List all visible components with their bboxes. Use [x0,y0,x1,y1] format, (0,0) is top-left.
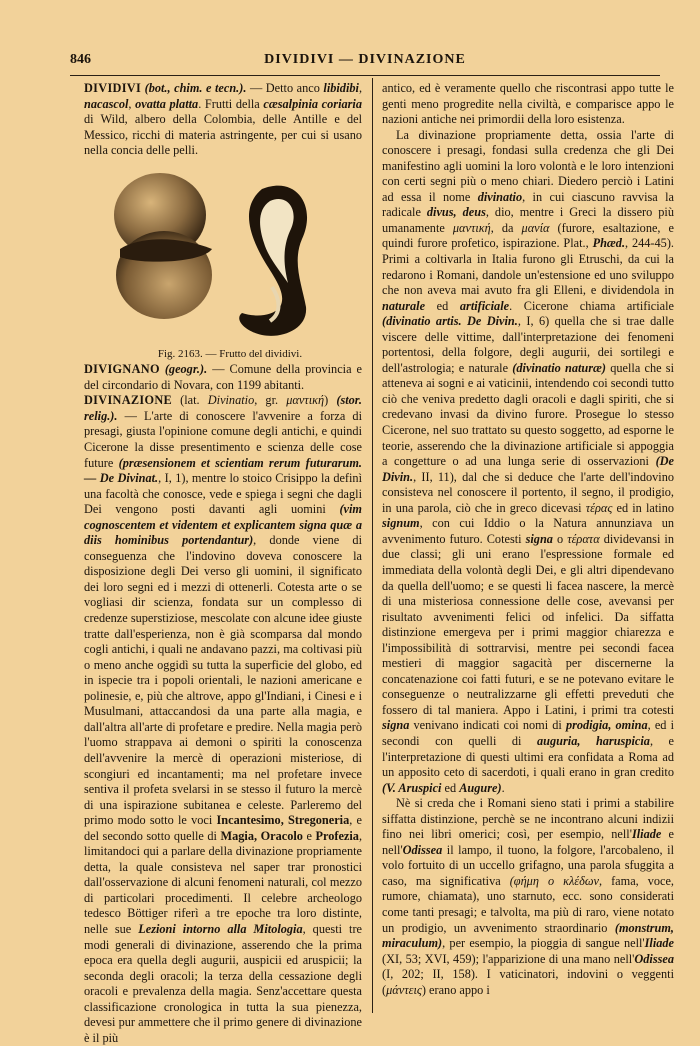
entry-term: DIVIDIVI [84,81,142,95]
paragraph-continuation: antico, ed è veramente quello che riscontrasi appo tutte le genti meno progredite nella civiltà, e comparisce appo le nazioni antiche nei primordii della loro esistenza. [382,81,674,127]
running-title: DIVIDIVI — DIVINAZIONE [264,52,466,67]
paragraph-divinazione-propria: La divinazione propriamente detta, ossia l'arte di conoscere i presagi, fondasi sulla credenza che gli Dei manifestino agli uomini la loro volontà e le loro intenzioni con certi segni più o meno chiari. Diedero perciò i Latini ad essa il nome divinatio, in cui ciascuno ravvisa la radicale divus, deus, dio, mentre i Greci la dissero più umanamente μαντική, da μανία (furore, esaltazione, e quindi furore profetico, ispirazione. Plat., Phæd., 244-45). Primi a coltivarla in Italia furono gli Etruschi, da cui la redarono i Romani, dandole un'estensione ed uno sviluppo che non aveva mai avuto fra gli Elleni, e dividendola in naturale ed artificiale. Cicerone chiama artificiale (divinatio artis. De Divin., I, 6) quella che si trae dalle viscere delle vittime, dall'interpretazione dei fenomeni portentosi, della folgore, degli augurii, dei sortilegi e dell'astrologia; e naturale (divinatio naturæ) quella che si atteneva ai sogni e ai vaticinii, intendendo coi secondi tutto ciò che veniva predetto dagli oracoli e dagli spiriti, che si credevano invasi da divino furore. Prosegue lo stesso Cicerone, nel suo trattato su questo soggetto, ad esporne le teorie, asserendo che la divinazione artificiale si appoggia a congetture o ad una lunga serie di osservazioni (De Divin., II, 11), dal che si deduce che l'arte dell'indovino consisteva nel conoscere il portento, il segno, il prodigio, in una parola, ciò che in greco dicevasi τέρας ed in latino signum, con cui Iddio o la Natura annunziava un avvenimento futuro. Cotesti signa o τέρατα dividevansi in due classi; gli uni erano l'espressione formale ed immediata della volontà degli Dei, e gli altri dipendevano da quella dell'uomo; e se questi li facea nascere, la mercè di una misteriosa connessione delle cose, avevansi per risultato avvenimenti felici od infelici. Da siffatta distinzione emergeva per i primi maggior chiarezza e l'impossibilità di sottrarvisi, mentre pei secondi facea mestieri di maggior sagacità per discernerne la concatenazione coi fatti futuri, e se ne potevano evitare le conseguenze o neutralizzarne gli effetti preveduti che fossero di tal maniera. Appo i Latini, i primi tra cotesti signa venivano indicati coi nomi di prodigia, omina, ed i secondi con quelli di auguria, haruspicia, e l'interpretazione di questi ultimi era confidata a Roma ad un apposito ceto di sacerdoti, i quali erano in gran credito (V. Aruspici ed Augure). [382,127,674,795]
header-rule [70,75,660,76]
left-column [84,81,363,1045]
running-head [70,52,660,70]
entry-dividivi: DIVIDIVI (bot., chim. e tecn.). — Detto anco libidibi, nacascol, ovatta platta. Frutti della cæsalpinia coriaria di Wild, albero della Colombia, delle Antille e del Messico, ricchi di materia astringente, per cui si usano nella concia delle pelli. [84,81,363,158]
fruit-left [114,173,212,319]
right-column [382,81,674,1016]
fruit-illustration [84,167,362,347]
paragraph-omeric-signs: Nè si creda che i Romani sieno stati i primi a stabilire siffatta distinzione, perchè se ne incontrano alcuni indizii fino nei libri omerici; così, per esempio, nell'Iliade e nell'Odissea il lampo, il tuono, la folgore, l'arcobaleno, il volo fortuito di un uccello grifagno, una parola sfuggita a caso, ma significativa (φήμη o κλέδων, fama, voce, rumore, chiamata), uno starnuto, ecc. sono considerati come tanti presagi; e talvolta, ma più di raro, viene notato un prodigio, un avvenimento straordinario (monstrum, miraculum), per esempio, la pioggia di sangue nell'Iliade (XI, 53; XVI, 459); l'apparizione di una mano nell'Odissea (I, 202; II, 158). I vaticinatori, indovini o veggenti (μάντεις) erano appo i [382,796,674,997]
dividivi-fruit-drawing [112,167,332,347]
entry-divinazione: DIVINAZIONE (lat. Divinatio, gr. μαντική) (stor. relig.). — L'arte di conoscere l'avvenire a forza di presagi, giusta l'opinione comune degli antichi, e quindi Cicerone la disse presentimento e scienza delle cose future (præsensionem et scientiam rerum futurarum. — De Divinat., I, 1), mentre lo stoico Crisippo la definì una facoltà che conosce, vede e spiega i segni che dagli Dei vengono posti davanti agli uomini (vim cognoscentem et videntem et explicantem signa quæ a diis hominibus portendantur), donde viene di conseguenza che l'indovino doveva conoscere la disposizione degli Dei verso gli uomini, il significato dei loro segni ed i mezzi di ottenerli. Cotesta arte o se vogliasi dir scienza, fondata sur un complesso di credenze superstiziose, mescolate con alcune idee giuste tratte dall'esperienza, non è già scomparsa dal mondo cogli antichi, i quali ne andavano pazzi, ma coltivasi più o meno anche oggidì su tutta la superficie del globo, ed in ispecie tra i popoli orientali, le nazioni americane e polinesie, e, più che altrove, appo gl'Indiani, i Cinesi e i Musulmani, attaccandosi da una parte alla magia, e dall'altra all'arte di profetare e predire. Nella magia però l'uomo strappava ai demoni o spiriti la conoscenza dell'avvenire la mercè di operazioni misteriose, di scongiuri ed incantamenti; ma nel profetare invece sentiva il profeta svelarsi in se stesso il futuro la mercè di una ispirazione subitanea e celeste. Parleremo del primo modo sotto le voci Incantesimo, Stregoneria, e del secondo sotto quelle di Magia, Oracolo e Profezia, limitandoci qui a parlare della divinazione propriamente detta, la quale consisteva nel saper trar pronostici dall'osservazione di alcuni fenomeni naturali, col mezzo di particolari procedimenti. Il celebre archeologo tedesco Böttiger riferì a tre epoche tra loro distinte, nelle sue Lezioni intorno alla Mitologia, questi tre modi generali di divinazione, asserendo che la prima epoca era quella degli augurii, auspicii ed aruspicii; la seconda degli oracoli; la terza della cessazione degli oracoli e prevalenza della magia. Senz'accettare questa classificazione cronologica in tutta la sua pienezza, devesi pur ammettere che il primo genere di divinazione è il più [84,393,363,1045]
fruit-right [239,185,307,335]
column-separator [372,78,373,1013]
entry-divignano: DIVIGNANO (geogr.). — Comune della provincia e del circondario di Novara, con 1199 abitanti. [84,362,362,392]
figure-caption: Fig. 2163. — Frutto del dividivi. [157,347,303,360]
entry-term: DIVIGNANO [84,362,160,377]
entry-term: DIVINAZIONE [84,393,173,408]
page-number: 846 [70,52,91,67]
